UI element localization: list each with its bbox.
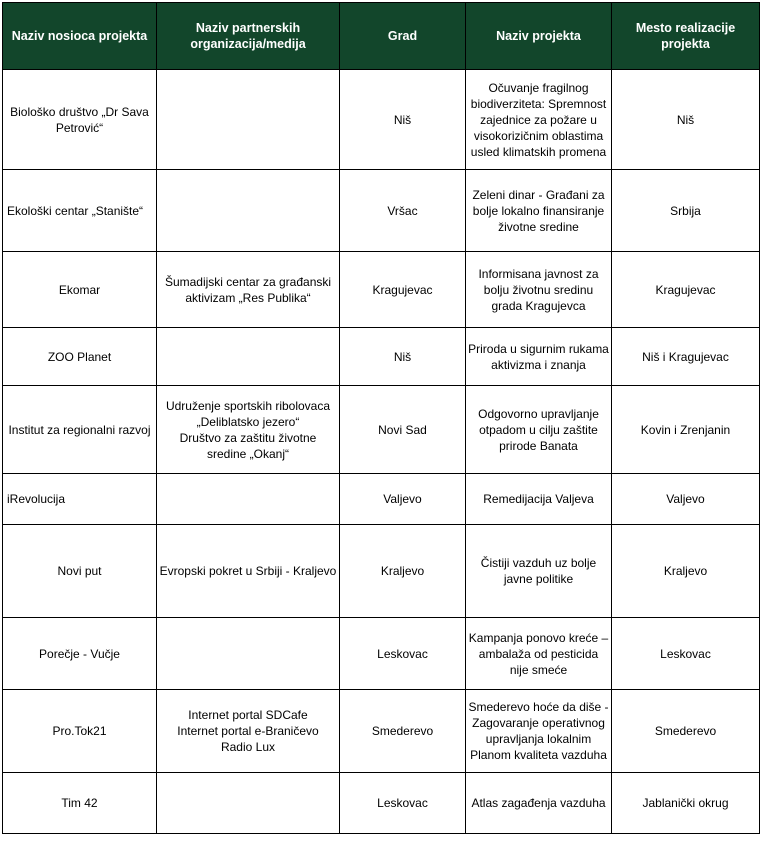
cell-projekat: Priroda u sigurnim rukama aktivizma i znanja: [466, 328, 612, 386]
cell-grad: Kragujevac: [340, 252, 466, 328]
cell-partneri: Evropski pokret u Srbiji - Kraljevo: [157, 525, 340, 618]
projects-table: [2, 2, 760, 834]
table-header-row: [3, 3, 760, 70]
table-row: [3, 525, 760, 618]
cell-mesto: Srbija: [612, 170, 760, 252]
header-grad: Grad: [340, 3, 466, 70]
header-projekat: Naziv projekta: [466, 3, 612, 70]
cell-mesto: Leskovac: [612, 618, 760, 690]
header-nosilac: Naziv nosioca projekta: [3, 3, 157, 70]
cell-nosilac: Tim 42: [3, 773, 157, 834]
table-row: [3, 328, 760, 386]
table-row: [3, 252, 760, 328]
table-row: [3, 474, 760, 525]
cell-partneri: [157, 618, 340, 690]
cell-nosilac: Porečje - Vučje: [3, 618, 157, 690]
cell-partneri: [157, 773, 340, 834]
cell-mesto: Kraljevo: [612, 525, 760, 618]
cell-partneri: Šumadijski centar za građanski aktivizam „Res Publika“: [157, 252, 340, 328]
table-row: [3, 773, 760, 834]
table-row: [3, 170, 760, 252]
table-row: [3, 70, 760, 170]
table-row: [3, 386, 760, 474]
cell-grad: Leskovac: [340, 618, 466, 690]
table-row: [3, 690, 760, 773]
cell-grad: Niš: [340, 328, 466, 386]
cell-projekat: Atlas zagađenja vazduha: [466, 773, 612, 834]
cell-projekat: Kampanja ponovo kreće – ambalaža od pesticida nije smeće: [466, 618, 612, 690]
cell-mesto: Jablanički okrug: [612, 773, 760, 834]
cell-nosilac: Pro.Tok21: [3, 690, 157, 773]
cell-mesto: Niš i Kragujevac: [612, 328, 760, 386]
cell-projekat: Remedijacija Valjeva: [466, 474, 612, 525]
cell-mesto: Kragujevac: [612, 252, 760, 328]
cell-nosilac: ZOO Planet: [3, 328, 157, 386]
cell-partneri: [157, 170, 340, 252]
cell-partneri: [157, 474, 340, 525]
cell-projekat: Čistiji vazduh uz bolje javne politike: [466, 525, 612, 618]
cell-partneri: [157, 70, 340, 170]
cell-partneri: Udruženje sportskih ribolovaca „Deliblatsko jezero“ Društvo za zaštitu životne sredine „Okanj“: [157, 386, 340, 474]
cell-nosilac: Novi put: [3, 525, 157, 618]
cell-partneri: Internet portal SDCafe Internet portal e-Braničevo Radio Lux: [157, 690, 340, 773]
cell-grad: Kraljevo: [340, 525, 466, 618]
cell-partneri: [157, 328, 340, 386]
cell-nosilac: iRevolucija: [3, 474, 157, 525]
cell-projekat: Očuvanje fragilnog biodiverziteta: Spremnost zajednice za požare u visokorizičnim oblastima usled klimatskih promena: [466, 70, 612, 170]
cell-grad: Valjevo: [340, 474, 466, 525]
cell-grad: Smederevo: [340, 690, 466, 773]
cell-grad: Niš: [340, 70, 466, 170]
header-partneri: Naziv partnerskih organizacija/medija: [157, 3, 340, 70]
cell-projekat: Smederevo hoće da diše - Zagovaranje operativnog upravljanja lokalnim Planom kvaliteta vazduha: [466, 690, 612, 773]
cell-mesto: Kovin i Zrenjanin: [612, 386, 760, 474]
cell-projekat: Zeleni dinar - Građani za bolje lokalno finansiranje životne sredine: [466, 170, 612, 252]
cell-nosilac: Ekomar: [3, 252, 157, 328]
cell-mesto: Niš: [612, 70, 760, 170]
cell-projekat: Informisana javnost za bolju životnu sredinu grada Kragujevca: [466, 252, 612, 328]
cell-grad: Novi Sad: [340, 386, 466, 474]
cell-projekat: Odgovorno upravljanje otpadom u cilju zaštite prirode Banata: [466, 386, 612, 474]
cell-grad: Vršac: [340, 170, 466, 252]
cell-nosilac: Institut za regionalni razvoj: [3, 386, 157, 474]
cell-mesto: Smederevo: [612, 690, 760, 773]
header-mesto: Mesto realizacije projekta: [612, 3, 760, 70]
table-row: [3, 618, 760, 690]
cell-nosilac: Biološko društvo „Dr Sava Petrović“: [3, 70, 157, 170]
cell-mesto: Valjevo: [612, 474, 760, 525]
cell-nosilac: Ekološki centar „Stanište“: [3, 170, 157, 252]
cell-grad: Leskovac: [340, 773, 466, 834]
